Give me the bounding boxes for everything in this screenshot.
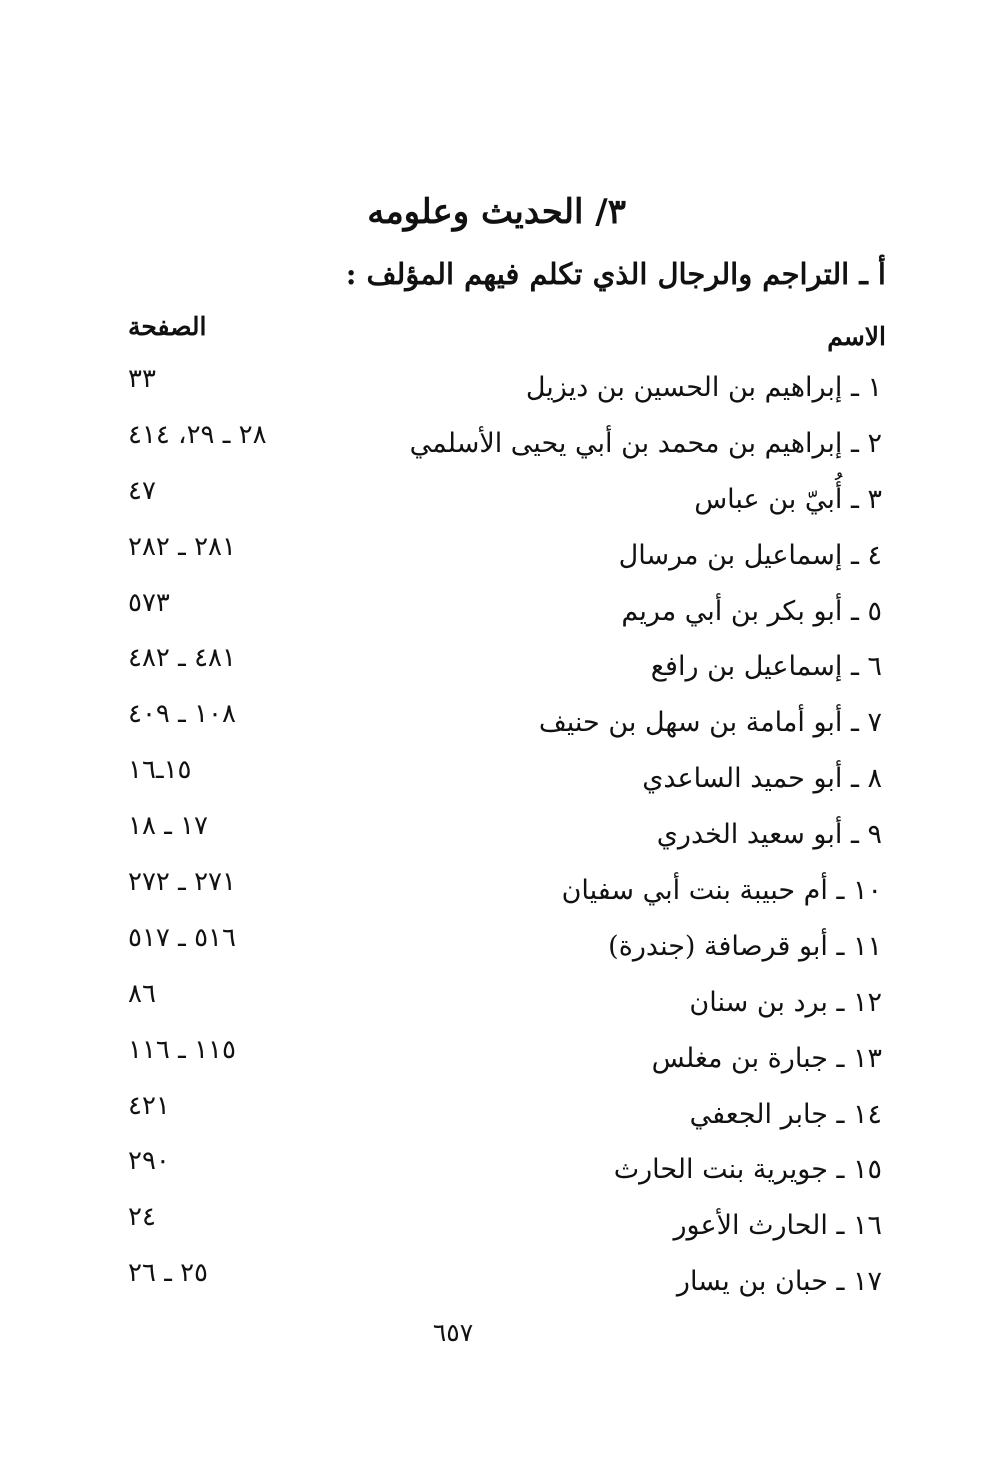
entry-pages: ٢٨١ ـ ٢٨٢ (128, 531, 236, 562)
column-header-name: الاسم (827, 322, 886, 351)
entry-pages: ٤٨١ ـ ٤٨٢ (128, 643, 236, 674)
entry-pages: ٢٧١ ـ ٢٧٢ (128, 867, 236, 898)
list-item (0, 1254, 986, 1310)
entry-pages: ٢٤ (128, 1202, 156, 1233)
entry-pages: ١٥ـ١٦ (128, 755, 192, 786)
entry-pages: ٤٧ (128, 475, 156, 506)
entry-name: ٥ ـ أبو بكر بن أبي مريم (621, 595, 882, 627)
entry-name: ١٣ ـ جبارة بن مغلس (651, 1042, 882, 1074)
entry-name: ٨ ـ أبو حميد الساعدي (642, 763, 882, 795)
entry-pages: ٨٦ (128, 978, 156, 1009)
entry-name: ١٠ ـ أم حبيبة بنت أبي سفيان (561, 875, 882, 907)
entry-name: ٦ ـ إسماعيل بن رافع (650, 651, 882, 683)
entry-name: ٣ ـ أُبيّ بن عباس (694, 483, 882, 515)
entry-pages: ١٠٨ ـ ٤٠٩ (128, 699, 236, 730)
column-header-page: الصفحة (128, 312, 207, 341)
entry-pages: ٥١٦ ـ ٥١٧ (128, 922, 236, 953)
entry-name: ٤ ـ إسماعيل بن مرسال (618, 539, 882, 571)
section-title: ٣/ الحديث وعلومه (367, 192, 626, 232)
entry-name: ١٦ ـ الحارث الأعور (673, 1210, 882, 1242)
entry-pages: ٢٩٠ (128, 1146, 170, 1177)
entry-name: ١٤ ـ جابر الجعفي (689, 1098, 882, 1130)
entry-pages: ٥٧٣ (128, 587, 170, 618)
entry-pages: ٢٥ ـ ٢٦ (128, 1258, 209, 1289)
entries-list (0, 360, 986, 1310)
subheading: أ ـ التراجم والرجال الذي تكلم فيهم المؤلف : (345, 257, 886, 291)
page-number-text: ٦٥٧ (432, 1318, 474, 1347)
entry-name: ١٧ ـ حبان بن يسار (676, 1266, 882, 1298)
entry-name: ٧ ـ أبو أمامة بن سهل بن حنيف (538, 707, 882, 739)
entry-name: ١ ـ إبراهيم بن الحسين بن ديزيل (525, 372, 882, 403)
entry-pages: ٢٨ ـ ٢٩، ٤١٤ (128, 419, 267, 450)
entry-name: ١٥ ـ جويرية بنت الحارث (613, 1154, 882, 1186)
entry-pages: ٤٢١ (128, 1090, 170, 1121)
entry-pages: ١١٥ ـ ١١٦ (128, 1034, 236, 1065)
entry-name: ١١ ـ أبو قرصافة (جندرة) (608, 930, 882, 962)
entry-pages: ٣٣ (128, 364, 156, 394)
entry-name: ١٢ ـ برد بن سنان (689, 986, 882, 1018)
page-number (0, 1318, 986, 1347)
entry-name: ٩ ـ أبو سعيد الخدري (656, 819, 882, 851)
entry-name: ٢ ـ إبراهيم بن محمد بن أبي يحيى الأسلمي (409, 427, 882, 459)
entry-pages: ١٧ ـ ١٨ (128, 811, 209, 842)
